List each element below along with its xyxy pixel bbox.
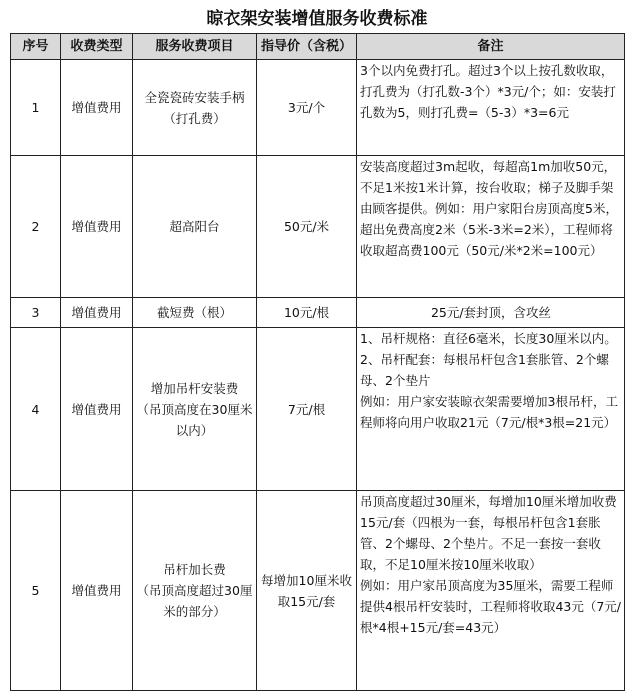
row-price: 3元/个 xyxy=(257,60,357,156)
row-type: 增值费用 xyxy=(61,328,133,491)
header-no: 序号 xyxy=(11,34,61,60)
row-price: 7元/根 xyxy=(257,328,357,491)
row-note: 25元/套封顶，含攻丝 xyxy=(357,298,625,328)
row-item: 全瓷瓷砖安装手柄 （打孔费） xyxy=(133,60,257,156)
note-paragraph: 1、吊杆规格：直径6毫米，长度30厘米以内。 xyxy=(360,331,617,346)
header-note: 备注 xyxy=(357,34,625,60)
row-type: 增值费用 xyxy=(61,491,133,691)
header-row xyxy=(11,34,625,60)
fee-table xyxy=(10,33,625,691)
note-paragraph: 例如：用户家安装晾衣架需要增加3根吊杆，工程师将向用户收取21元（7元/根*3根=21元） xyxy=(360,394,618,430)
row-note xyxy=(357,491,625,691)
row-price: 10元/根 xyxy=(257,298,357,328)
row-type: 增值费用 xyxy=(61,298,133,328)
row-item: 超高阳台 xyxy=(133,156,257,298)
note-paragraph: 2、吊杆配套：每根吊杆包含1套胀管、2个螺母、2个垫片 xyxy=(360,352,609,388)
row-price: 每增加10厘米收取15元/套 xyxy=(257,491,357,691)
row-no: 4 xyxy=(11,328,61,491)
table-row xyxy=(11,298,625,328)
row-price: 50元/米 xyxy=(257,156,357,298)
row-note: 3个以内免费打孔。超过3个以上按孔数收取，打孔费为（打孔数-3个）*3元/个；如：安装打孔数为5，则打孔费=（5-3）*3=6元 xyxy=(357,60,625,156)
note-paragraph: 例如：用户家吊顶高度为35厘米，需要工程师提供4根吊杆安装时，工程师将收取43元（7元/根*4根+15元/套=43元） xyxy=(360,578,622,635)
note-paragraph: 吊顶高度超过30厘米，每增加10厘米增加收费15元/套（四根为一套，每根吊杆包含1套胀管、2个螺母、2个垫片。不足一套按一套收取，不足10厘米按10厘米收取） xyxy=(360,494,617,572)
table-row xyxy=(11,156,625,298)
table-row xyxy=(11,491,625,691)
header-item: 服务收费项目 xyxy=(133,34,257,60)
table-row xyxy=(11,60,625,156)
row-type: 增值费用 xyxy=(61,60,133,156)
row-item: 截短费（根） xyxy=(133,298,257,328)
row-no: 5 xyxy=(11,491,61,691)
header-price: 指导价（含税） xyxy=(257,34,357,60)
row-note: 安装高度超过3m起收，每超高1m加收50元，不足1米按1米计算，按台收取；梯子及脚手架由顾客提供。例如：用户家阳台房顶高度5米，超出免费高度2米（5米-3米=2米），工程师将收取超高费100元（50元/米*2米=100元） xyxy=(357,156,625,298)
table-row xyxy=(11,328,625,491)
header-type: 收费类型 xyxy=(61,34,133,60)
row-note xyxy=(357,328,625,491)
row-no: 3 xyxy=(11,298,61,328)
row-type: 增值费用 xyxy=(61,156,133,298)
row-item: 吊杆加长费 （吊顶高度超过30厘米的部分） xyxy=(133,491,257,691)
row-item: 增加吊杆安装费 （吊顶高度在30厘米以内） xyxy=(133,328,257,491)
row-no: 2 xyxy=(11,156,61,298)
document-title: 晾衣架安装增值服务收费标准 xyxy=(206,9,428,29)
row-no: 1 xyxy=(11,60,61,156)
